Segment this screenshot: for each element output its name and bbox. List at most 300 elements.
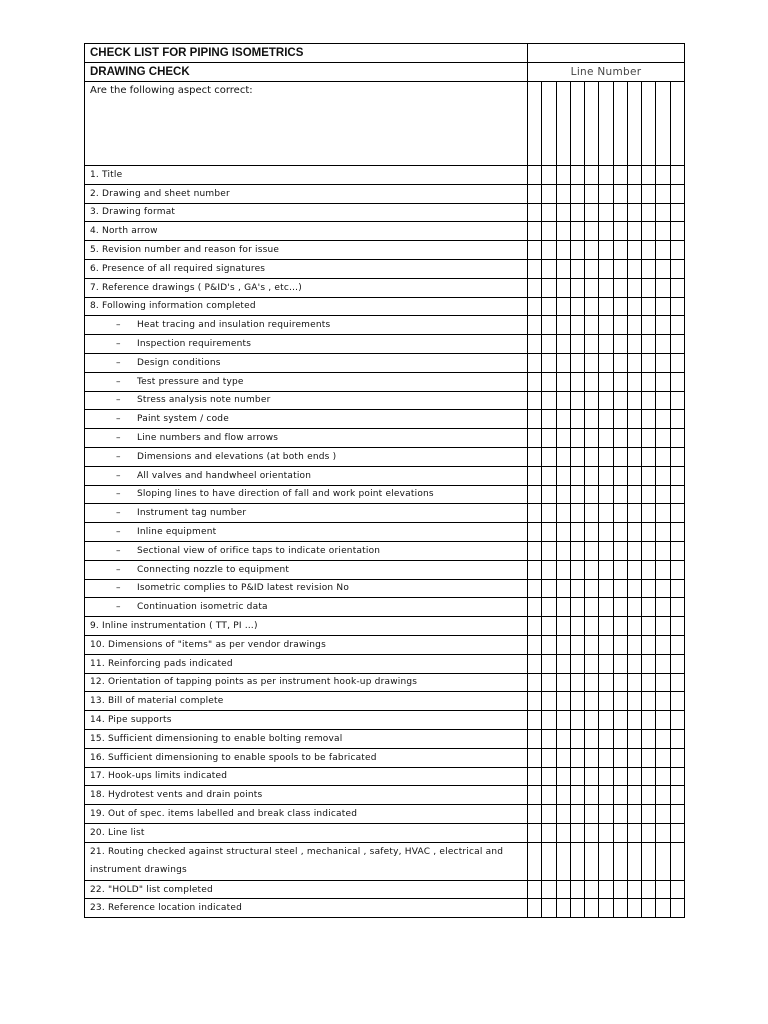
question-checkbox-5[interactable]	[585, 82, 599, 166]
item-26-checkbox-9[interactable]	[642, 635, 656, 654]
item-12-checkbox-7[interactable]	[613, 372, 627, 391]
item-32-checkbox-2[interactable]	[542, 748, 556, 767]
item-16-checkbox-9[interactable]	[642, 447, 656, 466]
item-17-checkbox-6[interactable]	[599, 466, 613, 485]
item-16-checkbox-11[interactable]	[670, 447, 684, 466]
item-39-checkbox-1[interactable]	[528, 899, 542, 918]
item-16-checkbox-4[interactable]	[570, 447, 584, 466]
item-34-checkbox-5[interactable]	[585, 786, 599, 805]
item-22-checkbox-4[interactable]	[570, 560, 584, 579]
item-12-checkbox-8[interactable]	[627, 372, 641, 391]
item-20-checkbox-2[interactable]	[542, 523, 556, 542]
item-18-checkbox-8[interactable]	[627, 485, 641, 504]
item-7-checkbox-2[interactable]	[542, 278, 556, 297]
item-37-checkbox-4[interactable]	[570, 842, 584, 880]
item-3-checkbox-1[interactable]	[528, 203, 542, 222]
item-22-checkbox-8[interactable]	[627, 560, 641, 579]
item-39-checkbox-8[interactable]	[627, 899, 641, 918]
item-2-checkbox-11[interactable]	[670, 184, 684, 203]
item-15-checkbox-6[interactable]	[599, 429, 613, 448]
question-checkbox-1[interactable]	[528, 82, 542, 166]
item-34-checkbox-6[interactable]	[599, 786, 613, 805]
item-10-checkbox-7[interactable]	[613, 335, 627, 354]
item-7-checkbox-1[interactable]	[528, 278, 542, 297]
item-32-checkbox-9[interactable]	[642, 748, 656, 767]
item-38-checkbox-7[interactable]	[613, 880, 627, 899]
item-26-checkbox-5[interactable]	[585, 635, 599, 654]
item-9-checkbox-3[interactable]	[556, 316, 570, 335]
item-28-checkbox-10[interactable]	[656, 673, 670, 692]
item-18-checkbox-10[interactable]	[656, 485, 670, 504]
item-27-checkbox-6[interactable]	[599, 654, 613, 673]
item-9-checkbox-8[interactable]	[627, 316, 641, 335]
item-17-checkbox-10[interactable]	[656, 466, 670, 485]
item-31-checkbox-9[interactable]	[642, 729, 656, 748]
item-23-checkbox-10[interactable]	[656, 579, 670, 598]
item-8-checkbox-3[interactable]	[556, 297, 570, 316]
item-29-checkbox-3[interactable]	[556, 692, 570, 711]
item-8-checkbox-5[interactable]	[585, 297, 599, 316]
item-35-checkbox-3[interactable]	[556, 805, 570, 824]
item-39-checkbox-3[interactable]	[556, 899, 570, 918]
item-8-checkbox-2[interactable]	[542, 297, 556, 316]
item-25-checkbox-11[interactable]	[670, 617, 684, 636]
item-11-checkbox-10[interactable]	[656, 353, 670, 372]
item-6-checkbox-8[interactable]	[627, 259, 641, 278]
item-22-checkbox-6[interactable]	[599, 560, 613, 579]
item-3-checkbox-4[interactable]	[570, 203, 584, 222]
item-27-checkbox-2[interactable]	[542, 654, 556, 673]
item-34-checkbox-3[interactable]	[556, 786, 570, 805]
item-23-checkbox-4[interactable]	[570, 579, 584, 598]
item-31-checkbox-7[interactable]	[613, 729, 627, 748]
item-21-checkbox-1[interactable]	[528, 541, 542, 560]
item-14-checkbox-9[interactable]	[642, 410, 656, 429]
item-37-checkbox-6[interactable]	[599, 842, 613, 880]
item-37-checkbox-7[interactable]	[613, 842, 627, 880]
item-10-checkbox-6[interactable]	[599, 335, 613, 354]
item-1-checkbox-2[interactable]	[542, 166, 556, 185]
item-8-checkbox-1[interactable]	[528, 297, 542, 316]
item-15-checkbox-5[interactable]	[585, 429, 599, 448]
item-5-checkbox-4[interactable]	[570, 241, 584, 260]
item-32-checkbox-7[interactable]	[613, 748, 627, 767]
item-33-checkbox-7[interactable]	[613, 767, 627, 786]
item-32-checkbox-11[interactable]	[670, 748, 684, 767]
item-28-checkbox-5[interactable]	[585, 673, 599, 692]
item-4-checkbox-9[interactable]	[642, 222, 656, 241]
item-31-checkbox-8[interactable]	[627, 729, 641, 748]
item-29-checkbox-2[interactable]	[542, 692, 556, 711]
item-29-checkbox-11[interactable]	[670, 692, 684, 711]
item-26-checkbox-11[interactable]	[670, 635, 684, 654]
item-31-checkbox-2[interactable]	[542, 729, 556, 748]
item-3-checkbox-6[interactable]	[599, 203, 613, 222]
item-35-checkbox-1[interactable]	[528, 805, 542, 824]
item-8-checkbox-10[interactable]	[656, 297, 670, 316]
item-5-checkbox-10[interactable]	[656, 241, 670, 260]
item-36-checkbox-4[interactable]	[570, 823, 584, 842]
item-36-checkbox-5[interactable]	[585, 823, 599, 842]
item-8-checkbox-9[interactable]	[642, 297, 656, 316]
item-22-checkbox-3[interactable]	[556, 560, 570, 579]
item-2-checkbox-10[interactable]	[656, 184, 670, 203]
item-3-checkbox-2[interactable]	[542, 203, 556, 222]
item-1-checkbox-7[interactable]	[613, 166, 627, 185]
item-34-checkbox-9[interactable]	[642, 786, 656, 805]
item-1-checkbox-8[interactable]	[627, 166, 641, 185]
item-15-checkbox-11[interactable]	[670, 429, 684, 448]
item-22-checkbox-2[interactable]	[542, 560, 556, 579]
item-33-checkbox-11[interactable]	[670, 767, 684, 786]
item-30-checkbox-4[interactable]	[570, 711, 584, 730]
item-18-checkbox-9[interactable]	[642, 485, 656, 504]
item-35-checkbox-2[interactable]	[542, 805, 556, 824]
item-9-checkbox-6[interactable]	[599, 316, 613, 335]
item-3-checkbox-9[interactable]	[642, 203, 656, 222]
item-5-checkbox-9[interactable]	[642, 241, 656, 260]
item-36-checkbox-8[interactable]	[627, 823, 641, 842]
item-24-checkbox-10[interactable]	[656, 598, 670, 617]
item-9-checkbox-4[interactable]	[570, 316, 584, 335]
item-39-checkbox-7[interactable]	[613, 899, 627, 918]
item-18-checkbox-6[interactable]	[599, 485, 613, 504]
item-12-checkbox-9[interactable]	[642, 372, 656, 391]
item-7-checkbox-7[interactable]	[613, 278, 627, 297]
item-27-checkbox-10[interactable]	[656, 654, 670, 673]
item-38-checkbox-5[interactable]	[585, 880, 599, 899]
item-10-checkbox-5[interactable]	[585, 335, 599, 354]
item-22-checkbox-9[interactable]	[642, 560, 656, 579]
item-10-checkbox-1[interactable]	[528, 335, 542, 354]
item-16-checkbox-3[interactable]	[556, 447, 570, 466]
item-21-checkbox-10[interactable]	[656, 541, 670, 560]
item-3-checkbox-5[interactable]	[585, 203, 599, 222]
item-19-checkbox-1[interactable]	[528, 504, 542, 523]
item-26-checkbox-8[interactable]	[627, 635, 641, 654]
item-26-checkbox-3[interactable]	[556, 635, 570, 654]
item-10-checkbox-9[interactable]	[642, 335, 656, 354]
item-12-checkbox-11[interactable]	[670, 372, 684, 391]
item-15-checkbox-3[interactable]	[556, 429, 570, 448]
item-19-checkbox-3[interactable]	[556, 504, 570, 523]
item-19-checkbox-11[interactable]	[670, 504, 684, 523]
item-10-checkbox-3[interactable]	[556, 335, 570, 354]
item-35-checkbox-5[interactable]	[585, 805, 599, 824]
item-2-checkbox-9[interactable]	[642, 184, 656, 203]
item-24-checkbox-5[interactable]	[585, 598, 599, 617]
item-31-checkbox-10[interactable]	[656, 729, 670, 748]
item-24-checkbox-8[interactable]	[627, 598, 641, 617]
item-34-checkbox-10[interactable]	[656, 786, 670, 805]
item-36-checkbox-6[interactable]	[599, 823, 613, 842]
item-17-checkbox-5[interactable]	[585, 466, 599, 485]
item-38-checkbox-3[interactable]	[556, 880, 570, 899]
item-5-checkbox-11[interactable]	[670, 241, 684, 260]
item-26-checkbox-6[interactable]	[599, 635, 613, 654]
item-8-checkbox-8[interactable]	[627, 297, 641, 316]
item-6-checkbox-1[interactable]	[528, 259, 542, 278]
item-33-checkbox-10[interactable]	[656, 767, 670, 786]
item-4-checkbox-5[interactable]	[585, 222, 599, 241]
item-2-checkbox-2[interactable]	[542, 184, 556, 203]
item-25-checkbox-5[interactable]	[585, 617, 599, 636]
item-30-checkbox-3[interactable]	[556, 711, 570, 730]
item-8-checkbox-7[interactable]	[613, 297, 627, 316]
item-24-checkbox-11[interactable]	[670, 598, 684, 617]
item-10-checkbox-10[interactable]	[656, 335, 670, 354]
item-33-checkbox-9[interactable]	[642, 767, 656, 786]
item-1-checkbox-9[interactable]	[642, 166, 656, 185]
item-25-checkbox-2[interactable]	[542, 617, 556, 636]
item-3-checkbox-3[interactable]	[556, 203, 570, 222]
item-13-checkbox-10[interactable]	[656, 391, 670, 410]
item-1-checkbox-1[interactable]	[528, 166, 542, 185]
item-13-checkbox-4[interactable]	[570, 391, 584, 410]
item-29-checkbox-1[interactable]	[528, 692, 542, 711]
item-11-checkbox-6[interactable]	[599, 353, 613, 372]
item-33-checkbox-1[interactable]	[528, 767, 542, 786]
item-22-checkbox-7[interactable]	[613, 560, 627, 579]
item-32-checkbox-10[interactable]	[656, 748, 670, 767]
item-28-checkbox-6[interactable]	[599, 673, 613, 692]
item-13-checkbox-9[interactable]	[642, 391, 656, 410]
item-18-checkbox-3[interactable]	[556, 485, 570, 504]
item-4-checkbox-11[interactable]	[670, 222, 684, 241]
item-39-checkbox-5[interactable]	[585, 899, 599, 918]
item-22-checkbox-11[interactable]	[670, 560, 684, 579]
item-16-checkbox-6[interactable]	[599, 447, 613, 466]
item-6-checkbox-6[interactable]	[599, 259, 613, 278]
item-37-checkbox-9[interactable]	[642, 842, 656, 880]
item-10-checkbox-11[interactable]	[670, 335, 684, 354]
item-37-checkbox-1[interactable]	[528, 842, 542, 880]
item-38-checkbox-11[interactable]	[670, 880, 684, 899]
item-25-checkbox-8[interactable]	[627, 617, 641, 636]
item-39-checkbox-10[interactable]	[656, 899, 670, 918]
item-35-checkbox-10[interactable]	[656, 805, 670, 824]
item-12-checkbox-2[interactable]	[542, 372, 556, 391]
item-2-checkbox-6[interactable]	[599, 184, 613, 203]
item-7-checkbox-8[interactable]	[627, 278, 641, 297]
item-27-checkbox-8[interactable]	[627, 654, 641, 673]
item-2-checkbox-4[interactable]	[570, 184, 584, 203]
item-10-checkbox-2[interactable]	[542, 335, 556, 354]
item-24-checkbox-3[interactable]	[556, 598, 570, 617]
item-22-checkbox-10[interactable]	[656, 560, 670, 579]
item-26-checkbox-10[interactable]	[656, 635, 670, 654]
item-19-checkbox-6[interactable]	[599, 504, 613, 523]
item-29-checkbox-7[interactable]	[613, 692, 627, 711]
item-19-checkbox-10[interactable]	[656, 504, 670, 523]
item-1-checkbox-3[interactable]	[556, 166, 570, 185]
item-18-checkbox-5[interactable]	[585, 485, 599, 504]
item-18-checkbox-4[interactable]	[570, 485, 584, 504]
item-11-checkbox-9[interactable]	[642, 353, 656, 372]
item-27-checkbox-11[interactable]	[670, 654, 684, 673]
item-14-checkbox-2[interactable]	[542, 410, 556, 429]
item-4-checkbox-7[interactable]	[613, 222, 627, 241]
item-35-checkbox-11[interactable]	[670, 805, 684, 824]
item-31-checkbox-5[interactable]	[585, 729, 599, 748]
question-checkbox-3[interactable]	[556, 82, 570, 166]
item-14-checkbox-1[interactable]	[528, 410, 542, 429]
item-25-checkbox-3[interactable]	[556, 617, 570, 636]
item-21-checkbox-2[interactable]	[542, 541, 556, 560]
item-10-checkbox-4[interactable]	[570, 335, 584, 354]
item-30-checkbox-6[interactable]	[599, 711, 613, 730]
item-38-checkbox-8[interactable]	[627, 880, 641, 899]
item-36-checkbox-9[interactable]	[642, 823, 656, 842]
item-12-checkbox-4[interactable]	[570, 372, 584, 391]
item-23-checkbox-8[interactable]	[627, 579, 641, 598]
item-2-checkbox-1[interactable]	[528, 184, 542, 203]
item-1-checkbox-11[interactable]	[670, 166, 684, 185]
item-37-checkbox-11[interactable]	[670, 842, 684, 880]
item-39-checkbox-2[interactable]	[542, 899, 556, 918]
question-checkbox-6[interactable]	[599, 82, 613, 166]
item-11-checkbox-4[interactable]	[570, 353, 584, 372]
item-28-checkbox-1[interactable]	[528, 673, 542, 692]
item-38-checkbox-2[interactable]	[542, 880, 556, 899]
item-15-checkbox-2[interactable]	[542, 429, 556, 448]
item-5-checkbox-6[interactable]	[599, 241, 613, 260]
item-28-checkbox-11[interactable]	[670, 673, 684, 692]
item-36-checkbox-11[interactable]	[670, 823, 684, 842]
item-14-checkbox-11[interactable]	[670, 410, 684, 429]
item-25-checkbox-6[interactable]	[599, 617, 613, 636]
item-20-checkbox-4[interactable]	[570, 523, 584, 542]
item-16-checkbox-1[interactable]	[528, 447, 542, 466]
item-3-checkbox-11[interactable]	[670, 203, 684, 222]
item-33-checkbox-6[interactable]	[599, 767, 613, 786]
item-2-checkbox-7[interactable]	[613, 184, 627, 203]
item-4-checkbox-6[interactable]	[599, 222, 613, 241]
item-7-checkbox-3[interactable]	[556, 278, 570, 297]
item-27-checkbox-1[interactable]	[528, 654, 542, 673]
item-6-checkbox-4[interactable]	[570, 259, 584, 278]
item-30-checkbox-10[interactable]	[656, 711, 670, 730]
item-17-checkbox-4[interactable]	[570, 466, 584, 485]
item-14-checkbox-4[interactable]	[570, 410, 584, 429]
item-20-checkbox-10[interactable]	[656, 523, 670, 542]
item-39-checkbox-9[interactable]	[642, 899, 656, 918]
item-32-checkbox-4[interactable]	[570, 748, 584, 767]
item-34-checkbox-4[interactable]	[570, 786, 584, 805]
item-33-checkbox-5[interactable]	[585, 767, 599, 786]
item-21-checkbox-5[interactable]	[585, 541, 599, 560]
item-8-checkbox-4[interactable]	[570, 297, 584, 316]
item-23-checkbox-1[interactable]	[528, 579, 542, 598]
item-23-checkbox-6[interactable]	[599, 579, 613, 598]
item-33-checkbox-2[interactable]	[542, 767, 556, 786]
item-37-checkbox-2[interactable]	[542, 842, 556, 880]
item-32-checkbox-1[interactable]	[528, 748, 542, 767]
item-32-checkbox-6[interactable]	[599, 748, 613, 767]
item-29-checkbox-8[interactable]	[627, 692, 641, 711]
item-12-checkbox-10[interactable]	[656, 372, 670, 391]
item-25-checkbox-9[interactable]	[642, 617, 656, 636]
item-3-checkbox-8[interactable]	[627, 203, 641, 222]
item-19-checkbox-8[interactable]	[627, 504, 641, 523]
item-13-checkbox-11[interactable]	[670, 391, 684, 410]
item-1-checkbox-4[interactable]	[570, 166, 584, 185]
item-38-checkbox-10[interactable]	[656, 880, 670, 899]
question-checkbox-2[interactable]	[542, 82, 556, 166]
item-9-checkbox-9[interactable]	[642, 316, 656, 335]
item-20-checkbox-1[interactable]	[528, 523, 542, 542]
item-5-checkbox-5[interactable]	[585, 241, 599, 260]
item-4-checkbox-2[interactable]	[542, 222, 556, 241]
item-14-checkbox-6[interactable]	[599, 410, 613, 429]
item-9-checkbox-11[interactable]	[670, 316, 684, 335]
item-36-checkbox-7[interactable]	[613, 823, 627, 842]
item-19-checkbox-5[interactable]	[585, 504, 599, 523]
item-36-checkbox-1[interactable]	[528, 823, 542, 842]
question-checkbox-11[interactable]	[670, 82, 684, 166]
item-1-checkbox-5[interactable]	[585, 166, 599, 185]
item-9-checkbox-5[interactable]	[585, 316, 599, 335]
item-4-checkbox-4[interactable]	[570, 222, 584, 241]
item-24-checkbox-9[interactable]	[642, 598, 656, 617]
item-35-checkbox-9[interactable]	[642, 805, 656, 824]
item-9-checkbox-7[interactable]	[613, 316, 627, 335]
item-20-checkbox-3[interactable]	[556, 523, 570, 542]
item-28-checkbox-4[interactable]	[570, 673, 584, 692]
item-25-checkbox-10[interactable]	[656, 617, 670, 636]
item-24-checkbox-6[interactable]	[599, 598, 613, 617]
item-14-checkbox-3[interactable]	[556, 410, 570, 429]
item-27-checkbox-7[interactable]	[613, 654, 627, 673]
item-17-checkbox-9[interactable]	[642, 466, 656, 485]
item-37-checkbox-8[interactable]	[627, 842, 641, 880]
item-25-checkbox-7[interactable]	[613, 617, 627, 636]
item-37-checkbox-3[interactable]	[556, 842, 570, 880]
item-15-checkbox-10[interactable]	[656, 429, 670, 448]
item-19-checkbox-4[interactable]	[570, 504, 584, 523]
item-29-checkbox-10[interactable]	[656, 692, 670, 711]
item-16-checkbox-5[interactable]	[585, 447, 599, 466]
item-16-checkbox-2[interactable]	[542, 447, 556, 466]
item-7-checkbox-10[interactable]	[656, 278, 670, 297]
item-20-checkbox-9[interactable]	[642, 523, 656, 542]
item-1-checkbox-10[interactable]	[656, 166, 670, 185]
item-28-checkbox-2[interactable]	[542, 673, 556, 692]
item-16-checkbox-10[interactable]	[656, 447, 670, 466]
item-13-checkbox-5[interactable]	[585, 391, 599, 410]
item-14-checkbox-5[interactable]	[585, 410, 599, 429]
item-20-checkbox-11[interactable]	[670, 523, 684, 542]
item-2-checkbox-8[interactable]	[627, 184, 641, 203]
item-20-checkbox-5[interactable]	[585, 523, 599, 542]
item-14-checkbox-10[interactable]	[656, 410, 670, 429]
question-checkbox-8[interactable]	[627, 82, 641, 166]
item-29-checkbox-4[interactable]	[570, 692, 584, 711]
item-12-checkbox-3[interactable]	[556, 372, 570, 391]
item-24-checkbox-1[interactable]	[528, 598, 542, 617]
item-28-checkbox-8[interactable]	[627, 673, 641, 692]
item-6-checkbox-9[interactable]	[642, 259, 656, 278]
item-27-checkbox-4[interactable]	[570, 654, 584, 673]
item-31-checkbox-4[interactable]	[570, 729, 584, 748]
item-17-checkbox-1[interactable]	[528, 466, 542, 485]
item-26-checkbox-2[interactable]	[542, 635, 556, 654]
question-checkbox-10[interactable]	[656, 82, 670, 166]
item-17-checkbox-3[interactable]	[556, 466, 570, 485]
item-20-checkbox-8[interactable]	[627, 523, 641, 542]
item-35-checkbox-8[interactable]	[627, 805, 641, 824]
item-15-checkbox-1[interactable]	[528, 429, 542, 448]
